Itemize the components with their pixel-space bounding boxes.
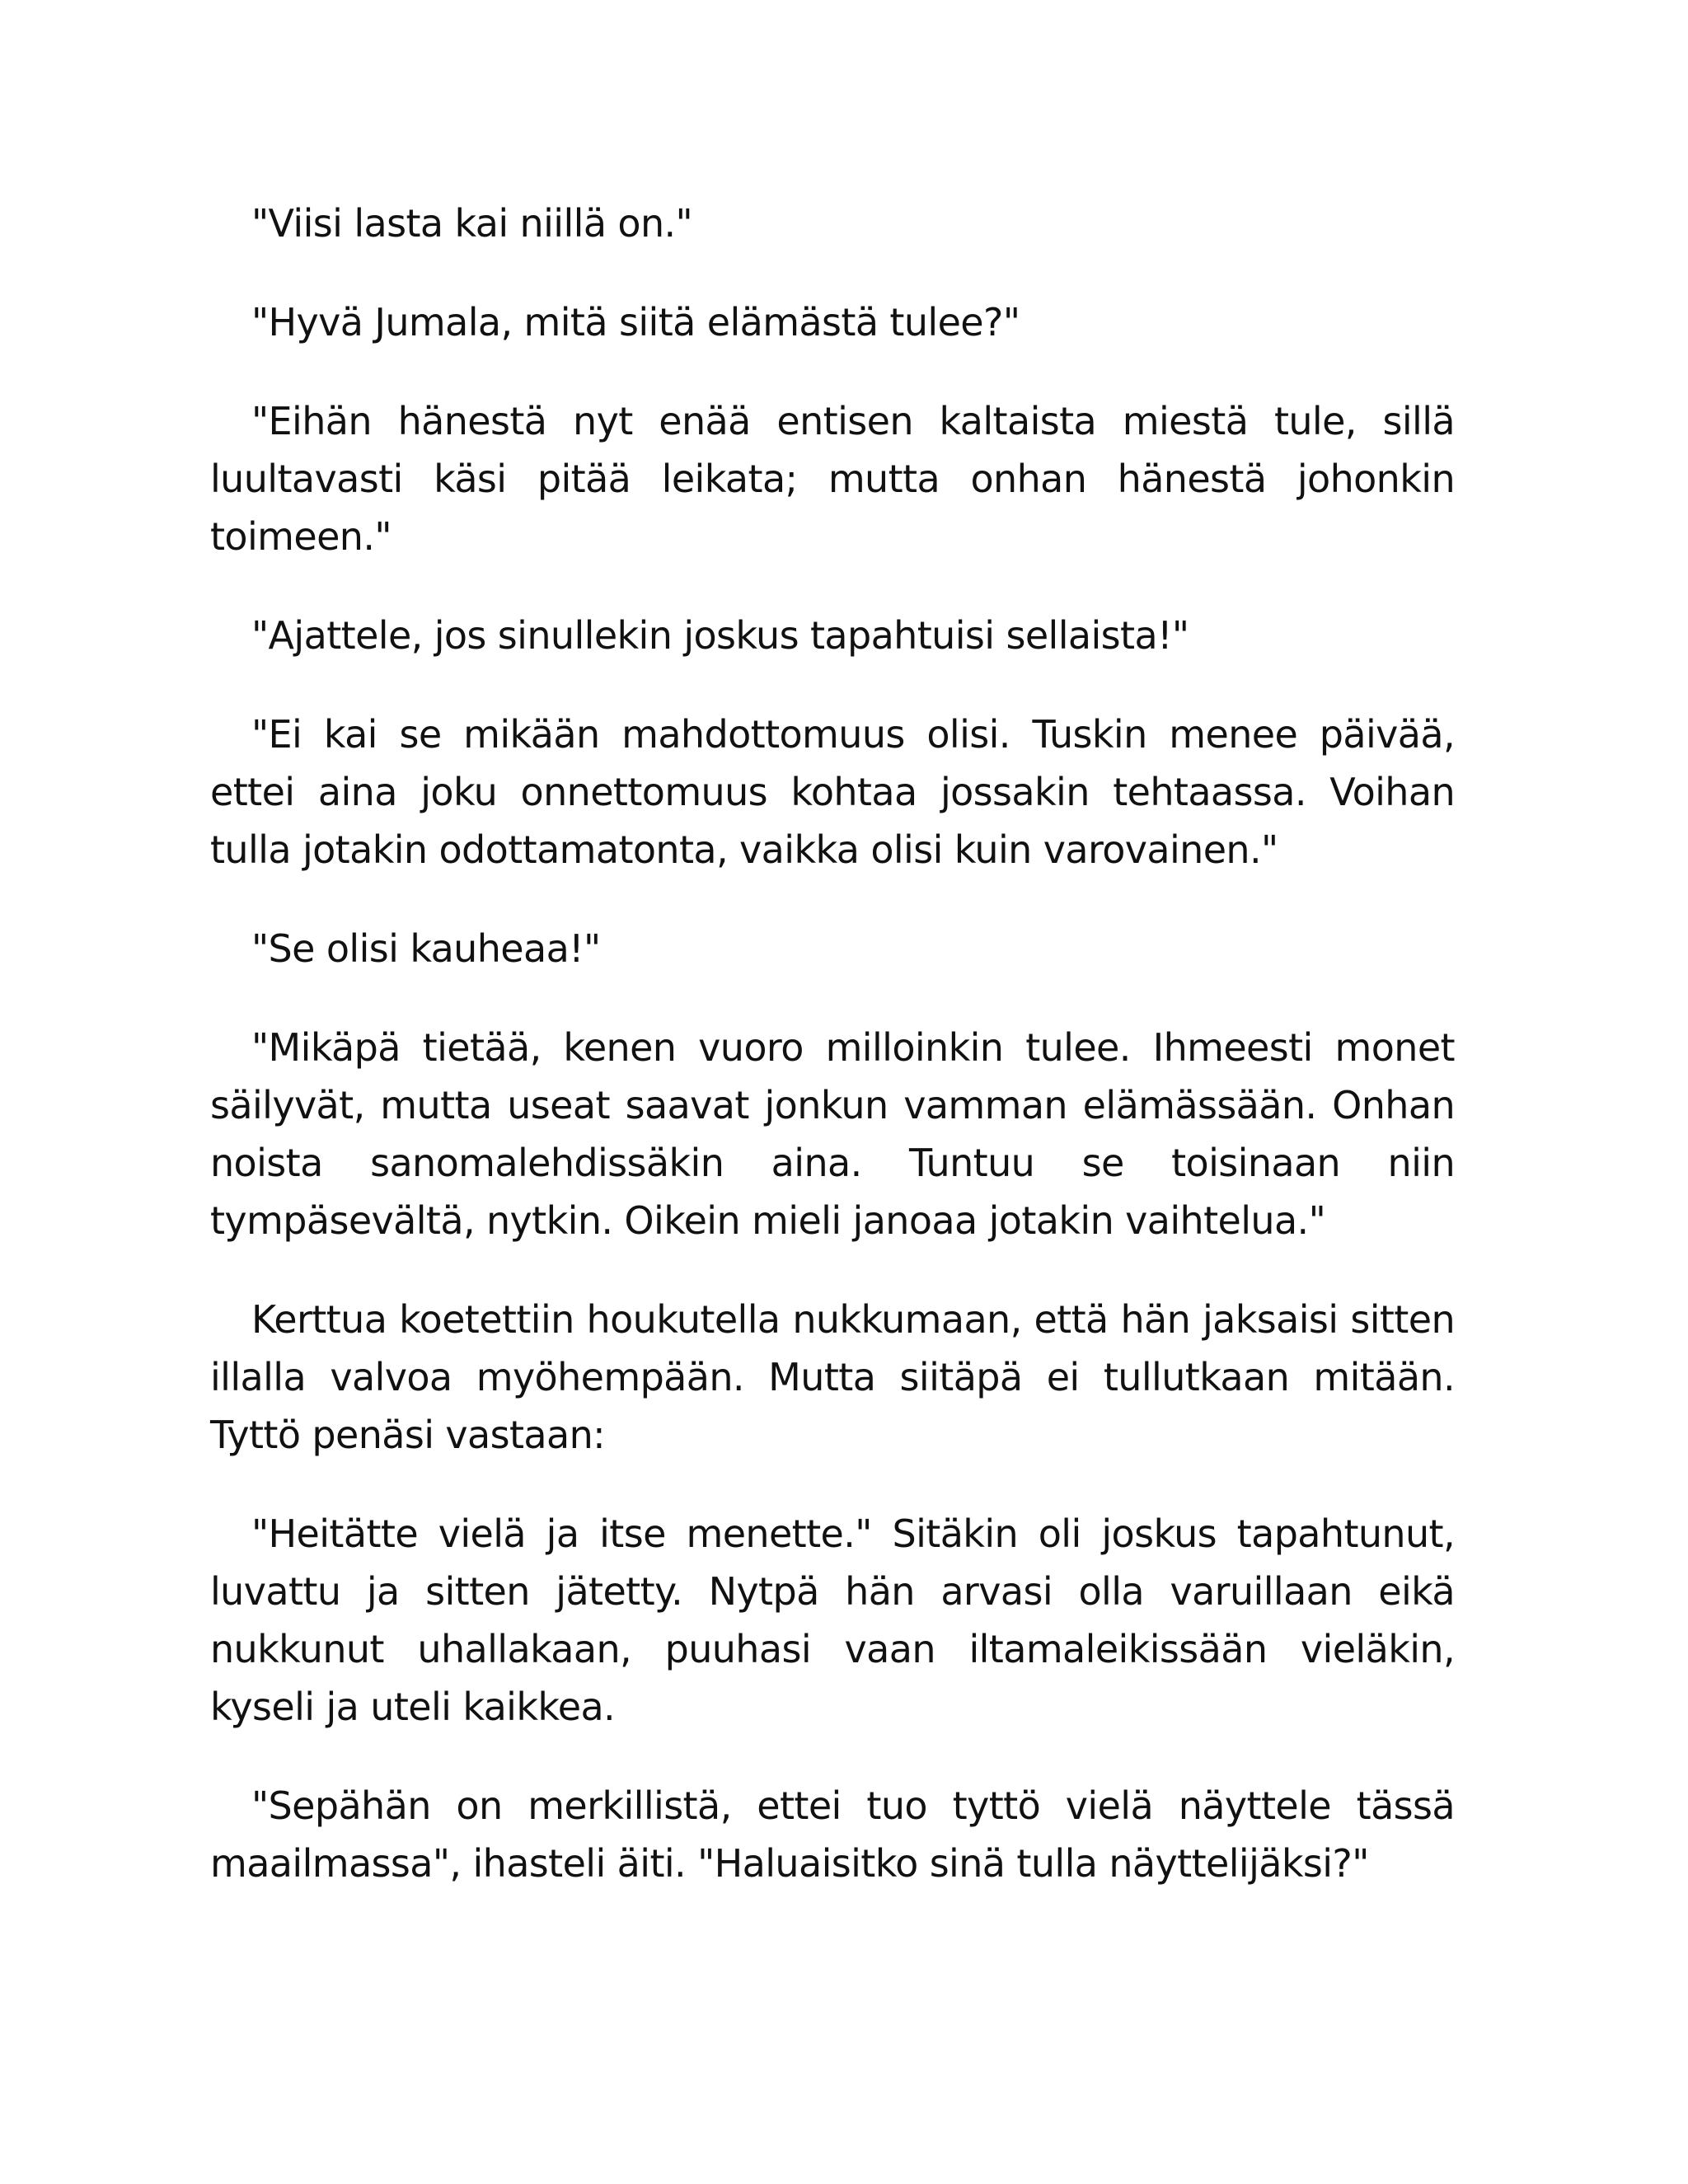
paragraph: "Ajattele, jos sinullekin joskus tapahtuisi sellaista!" — [251, 613, 1189, 658]
paragraph: "Eihän hänestä nyt enää entisen kaltaista miestä tule, sillä luultavasti käsi pitää leikata; mutta onhan hänestä johonkin toimeen." — [210, 399, 1455, 559]
paragraph: "Ei kai se mikään mahdottomuus olisi. Tuskin menee päivää, ettei aina joku onnettomuus kohtaa jossakin tehtaassa. Voihan tulla jotakin odottamatonta, vaikka olisi kuin varovainen." — [210, 712, 1455, 872]
paragraph: "Heitätte vielä ja itse menette." Sitäkin oli joskus tapahtunut, luvattu ja sitten jätetty. Nytpä hän arvasi olla varuillaan eikä nukkunut uhallakaan, puuhasi vaan iltamaleikissään vieläkin, kyseli ja uteli kaikkea. — [210, 1511, 1455, 1729]
paragraph: "Hyvä Jumala, mitä siitä elämästä tulee?" — [251, 300, 1020, 344]
body-text — [210, 194, 1455, 1892]
paragraph: "Viisi lasta kai niillä on." — [251, 201, 693, 246]
paragraph: "Sepähän on merkillistä, ettei tuo tyttö vielä näyttele tässä maailmassa", ihasteli äiti. "Haluaisitko sinä tulla näyttelijäksi?" — [210, 1783, 1455, 1886]
paragraph: "Se olisi kauheaa!" — [251, 926, 601, 971]
paragraph: "Mikäpä tietää, kenen vuoro milloinkin tulee. Ihmeesti monet säilyvät, mutta useat saavat jonkun vamman elämässään. Onhan noista sanomalehdissäkin aina. Tuntuu se toisinaan niin tympäsevältä, nytkin. Oikein mieli janoaa jotakin vaihtelua." — [210, 1025, 1455, 1243]
paragraph: Kerttua koetettiin houkutella nukkumaan, että hän jaksaisi sitten illalla valvoa myöhempään. Mutta siitäpä ei tullutkaan mitään. Tyttö penäsi vastaan: — [210, 1297, 1455, 1457]
